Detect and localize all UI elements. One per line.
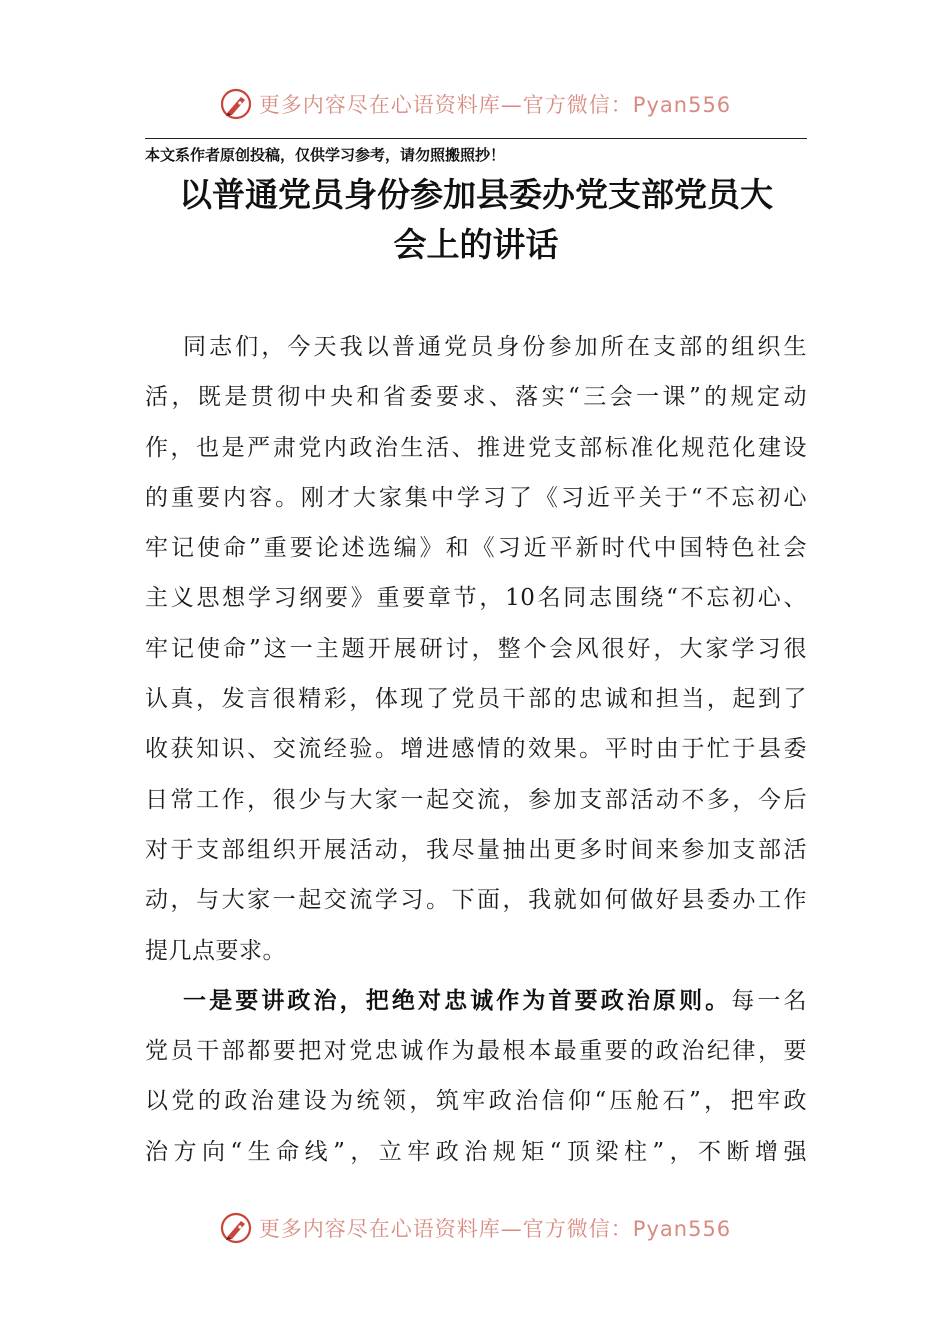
- watermark-text: 更多内容尽在心语资料库—官方微信：Pyan556: [258, 93, 732, 117]
- paragraph-line: 认真，发言很精彩，体现了党员干部的忠诚和担当，起到了: [145, 686, 807, 713]
- paragraph-line: 治方向“生命线”，立牢政治规矩“顶梁柱”，不断增强: [145, 1138, 807, 1165]
- title-line-1: 以普通党员身份参加县委办党支部党员大: [179, 175, 773, 214]
- paragraph-line: 动，与大家一起交流学习。下面，我就如何做好县委办工作: [145, 887, 807, 914]
- section-lead-rest: 每一名: [731, 987, 808, 1014]
- paragraph-line: 同志们，今天我以普通党员身份参加所在支部的组织生: [183, 334, 807, 360]
- document-body: [145, 322, 807, 1177]
- paragraph-line: 以党的政治建设为统领，筑牢政治信仰“压舱石”，把牢政: [145, 1088, 807, 1115]
- paragraph-line: 活，既是贯彻中央和省委要求、落实“三会一课”的规定动: [145, 384, 807, 411]
- paragraph-line: 收获知识、交流经验。增进感情的效果。平时由于忙于县委: [145, 736, 807, 763]
- copyright-notice: 本文系作者原创投稿，仅供学习参考，请勿照搬照抄！: [145, 146, 506, 164]
- footer-watermark-banner: [0, 1208, 950, 1248]
- paragraph-line: 牢记使命”重要论述选编》和《习近平新时代中国特色社会: [145, 535, 807, 562]
- section-lead-bold: 一是要讲政治，把绝对忠诚作为首要政治原则。: [183, 986, 732, 1014]
- paragraph-line: 的重要内容。刚才大家集中学习了《习近平关于“不忘初心: [145, 484, 807, 511]
- title-line-2: 会上的讲话: [393, 225, 559, 264]
- page-title: [145, 170, 807, 270]
- header-rule: [145, 138, 807, 139]
- paragraph-line: 提几点要求。: [145, 937, 286, 964]
- paragraph-line: 牢记使命”这一主题开展研讨，整个会风很好，大家学习很: [145, 635, 807, 662]
- paragraph-line: [145, 976, 807, 1026]
- pen-nib-logo-icon: [219, 1211, 253, 1245]
- pen-nib-logo-icon: [219, 87, 253, 121]
- paragraph-line: 主义思想学习纲要》重要章节，10名同志围绕“不忘初心、: [145, 585, 807, 612]
- paragraph-line: 党员干部都要把对党忠诚作为最根本最重要的政治纪律，要: [145, 1038, 807, 1065]
- paragraph-line: 对于支部组织开展活动，我尽量抽出更多时间来参加支部活: [145, 836, 807, 863]
- paragraph-line: 日常工作，很少与大家一起交流，参加支部活动不多，今后: [145, 786, 807, 813]
- header-watermark-banner: [0, 84, 950, 124]
- watermark-text: 更多内容尽在心语资料库—官方微信：Pyan556: [258, 1217, 732, 1241]
- paragraph-line: 作，也是严肃党内政治生活、推进党支部标准化规范化建设: [145, 434, 807, 461]
